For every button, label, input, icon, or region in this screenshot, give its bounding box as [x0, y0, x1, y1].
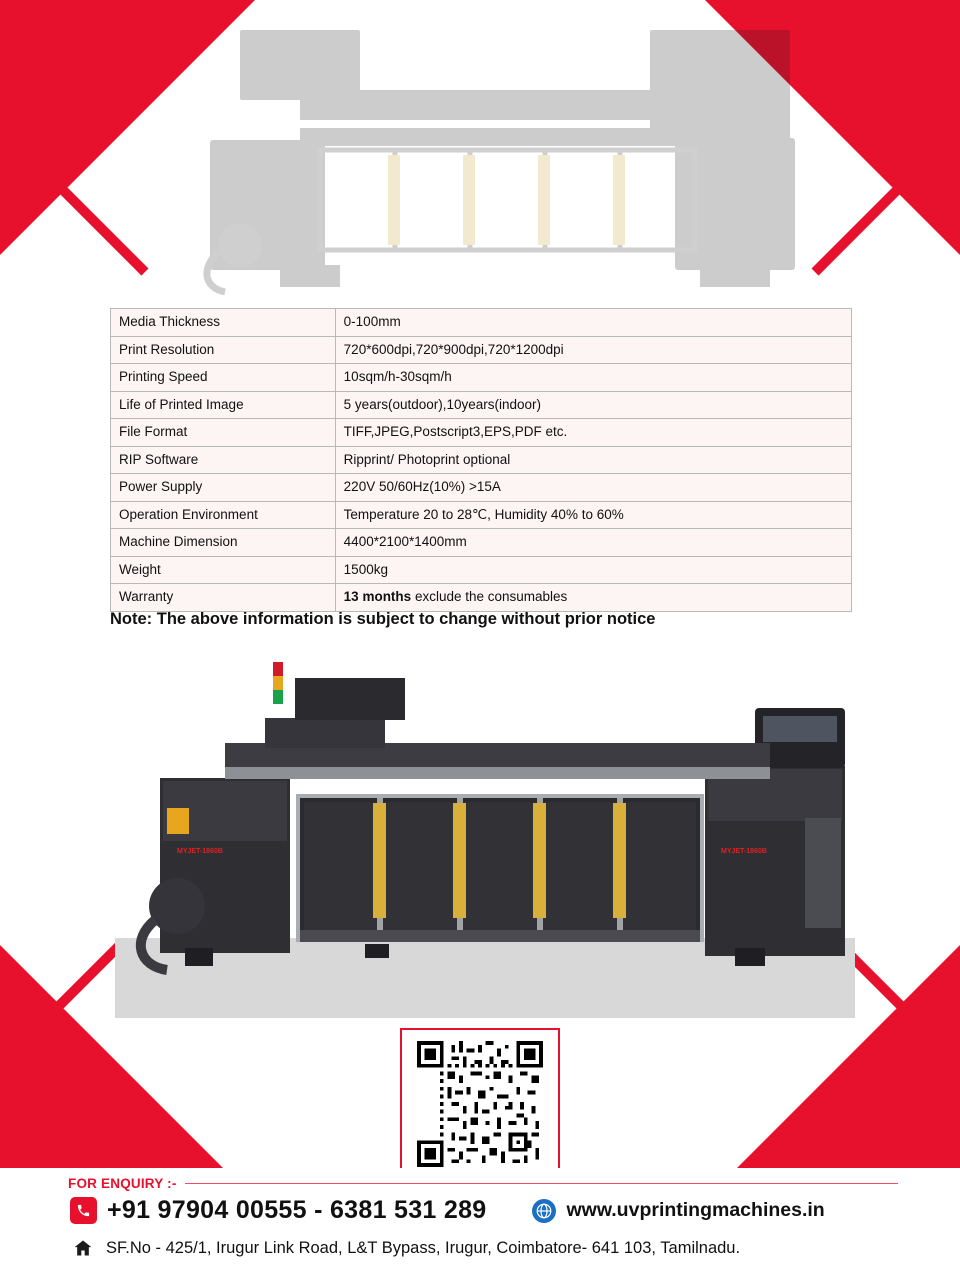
warranty-duration: 13 months	[343, 589, 412, 605]
spec-label: Operation Environment	[111, 501, 336, 529]
machine-model-label-right: MYJET-1860B	[721, 848, 767, 855]
spec-label: Warranty	[111, 584, 336, 612]
table-row	[111, 309, 852, 337]
spec-value: 720*600dpi,720*900dpi,720*1200dpi	[335, 336, 851, 364]
specification-table	[110, 308, 852, 612]
spec-label: File Format	[111, 419, 336, 447]
spec-value: Ripprint/ Photoprint optional	[335, 446, 851, 474]
home-glyph	[72, 1238, 94, 1258]
table-row	[111, 419, 852, 447]
note-text: Note: The above information is subject to change without prior notice	[110, 610, 656, 628]
contact-row	[70, 1196, 900, 1225]
spec-value-warranty	[335, 584, 851, 612]
home-icon	[70, 1236, 96, 1260]
spec-label: Power Supply	[111, 474, 336, 502]
enquiry-header	[68, 1176, 898, 1191]
table-row	[111, 556, 852, 584]
spec-label: Media Thickness	[111, 309, 336, 337]
qr-code-graphic	[414, 1041, 546, 1167]
spec-value: 1500kg	[335, 556, 851, 584]
globe-glyph	[535, 1202, 553, 1220]
spec-value: 4400*2100*1400mm	[335, 529, 851, 557]
spec-value: 220V 50/60Hz(10%) >15A	[335, 474, 851, 502]
hero-printer-illustration	[180, 20, 820, 300]
corner-accent-line-top-left	[0, 120, 148, 276]
enquiry-divider	[185, 1183, 898, 1184]
spec-label: RIP Software	[111, 446, 336, 474]
spec-label: Printing Speed	[111, 364, 336, 392]
spec-value: Temperature 20 to 28℃, Humidity 40% to 60%	[335, 501, 851, 529]
table-row	[111, 364, 852, 392]
website-url[interactable]: www.uvprintingmachines.in	[566, 1199, 825, 1221]
table-row	[111, 529, 852, 557]
warranty-detail: exclude the consumables	[411, 589, 568, 605]
spec-value: 5 years(outdoor),10years(indoor)	[335, 391, 851, 419]
spec-value: TIFF,JPEG,Postscript3,EPS,PDF etc.	[335, 419, 851, 447]
spec-value: 10sqm/h-30sqm/h	[335, 364, 851, 392]
footer	[0, 1168, 960, 1280]
spec-label: Print Resolution	[111, 336, 336, 364]
qr-code[interactable]	[400, 1028, 560, 1180]
spec-label: Life of Printed Image	[111, 391, 336, 419]
table-row	[111, 446, 852, 474]
globe-icon	[532, 1199, 556, 1223]
printer-product-photo	[115, 648, 855, 1018]
address-text: SF.No - 425/1, Irugur Link Road, L&T Bypass, Irugur, Coimbatore- 641 103, Tamilnadu.	[106, 1238, 741, 1257]
spec-label: Machine Dimension	[111, 529, 336, 557]
spec-label: Weight	[111, 556, 336, 584]
corner-accent-line-top-right	[812, 120, 960, 276]
table-row	[111, 391, 852, 419]
address-row	[70, 1236, 740, 1260]
enquiry-label: FOR ENQUIRY :-	[68, 1176, 177, 1191]
phone-icon	[70, 1197, 97, 1224]
spec-value: 0-100mm	[335, 309, 851, 337]
table-row	[111, 584, 852, 612]
table-row	[111, 336, 852, 364]
machine-model-label-left: MYJET-1860B	[177, 848, 223, 855]
table-row	[111, 474, 852, 502]
phone-glyph	[76, 1203, 91, 1218]
table-row	[111, 501, 852, 529]
phone-numbers[interactable]: +91 97904 00555 - 6381 531 289	[107, 1196, 487, 1224]
